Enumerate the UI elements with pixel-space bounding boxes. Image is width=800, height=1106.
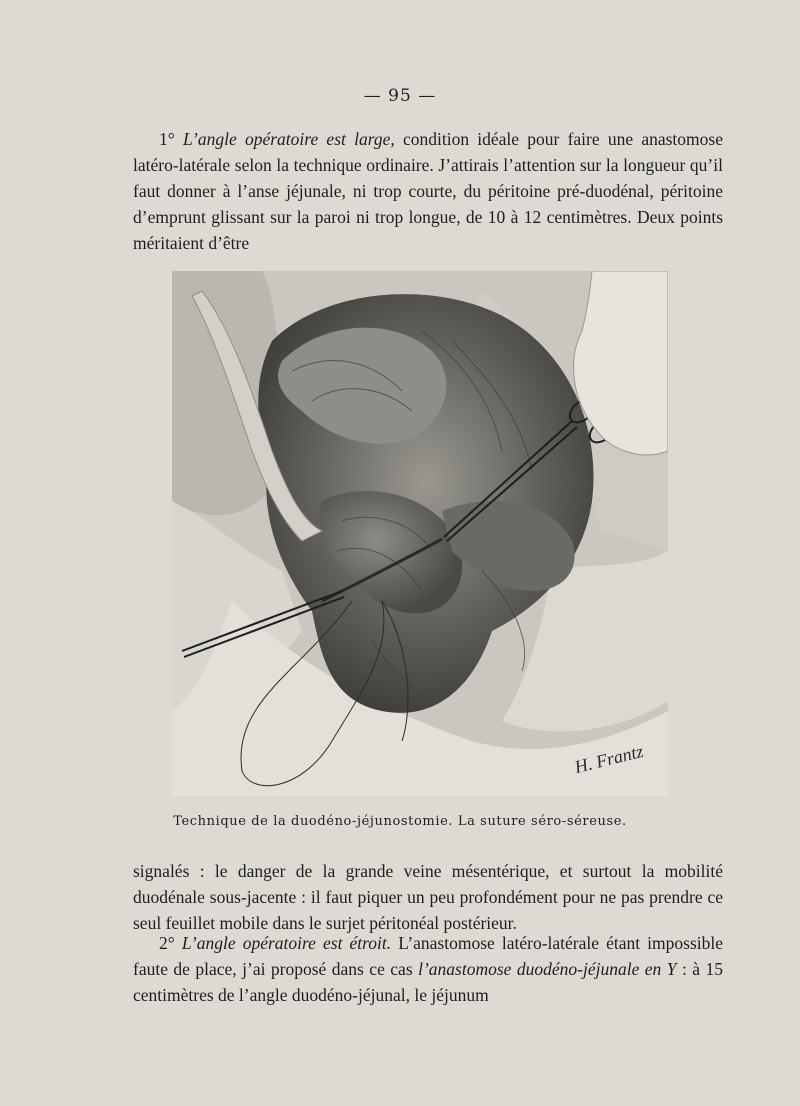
paragraph-1 — [133, 126, 723, 256]
paragraph-3-text-b: : à 15 centimètres de l’angle duodéno-jéjunal, le jéjunum — [133, 959, 723, 1005]
paragraph-1-italic-lead: L’angle opératoire est large, — [182, 129, 395, 149]
paragraph-3-text-a: L’anastomose latéro-latérale étant impossible faute de place, j’ai proposé dans ce cas — [133, 933, 724, 979]
artist-signature: H. Frantz — [572, 740, 646, 778]
surgical-drawing — [172, 271, 668, 796]
paragraph-2 — [133, 858, 723, 936]
paragraph-3 — [133, 930, 723, 1008]
paragraph-1-number: 1° — [159, 129, 175, 149]
figure-caption: Technique de la duodéno-jéjunostomie. La suture séro-séreuse. — [173, 814, 627, 829]
paragraph-2-text: signalés : le danger de la grande veine mésentérique, et surtout la mobilité duodénale sous-jacente : il faut piquer un peu profondément pour ne pas prendre ce seul feuillet mobile dans le surjet péritonéal postérieur. — [133, 861, 723, 933]
page-number: — 95 — — [363, 86, 437, 106]
paragraph-3-number: 2° — [159, 933, 175, 953]
paragraph-3-italic-mid: l’anastomose duodéno-jéjunale en Y — [418, 959, 677, 979]
paragraph-3-italic-lead: L’angle opératoire est étroit. — [181, 933, 392, 953]
surgical-illustration — [172, 271, 668, 796]
paragraph-1-text: condition idéale pour faire une anastomose latéro-latérale selon la technique ordinaire. J’attirais l’attention sur la longueur qu’il faut donner à l’anse jéjunale, ni trop courte, du péritoine pré-duodénal, péritoine d’emprunt glissant sur la paroi ni trop longue, de 10 à 12 centimètres. Deux points méritaient d’être — [133, 129, 723, 253]
